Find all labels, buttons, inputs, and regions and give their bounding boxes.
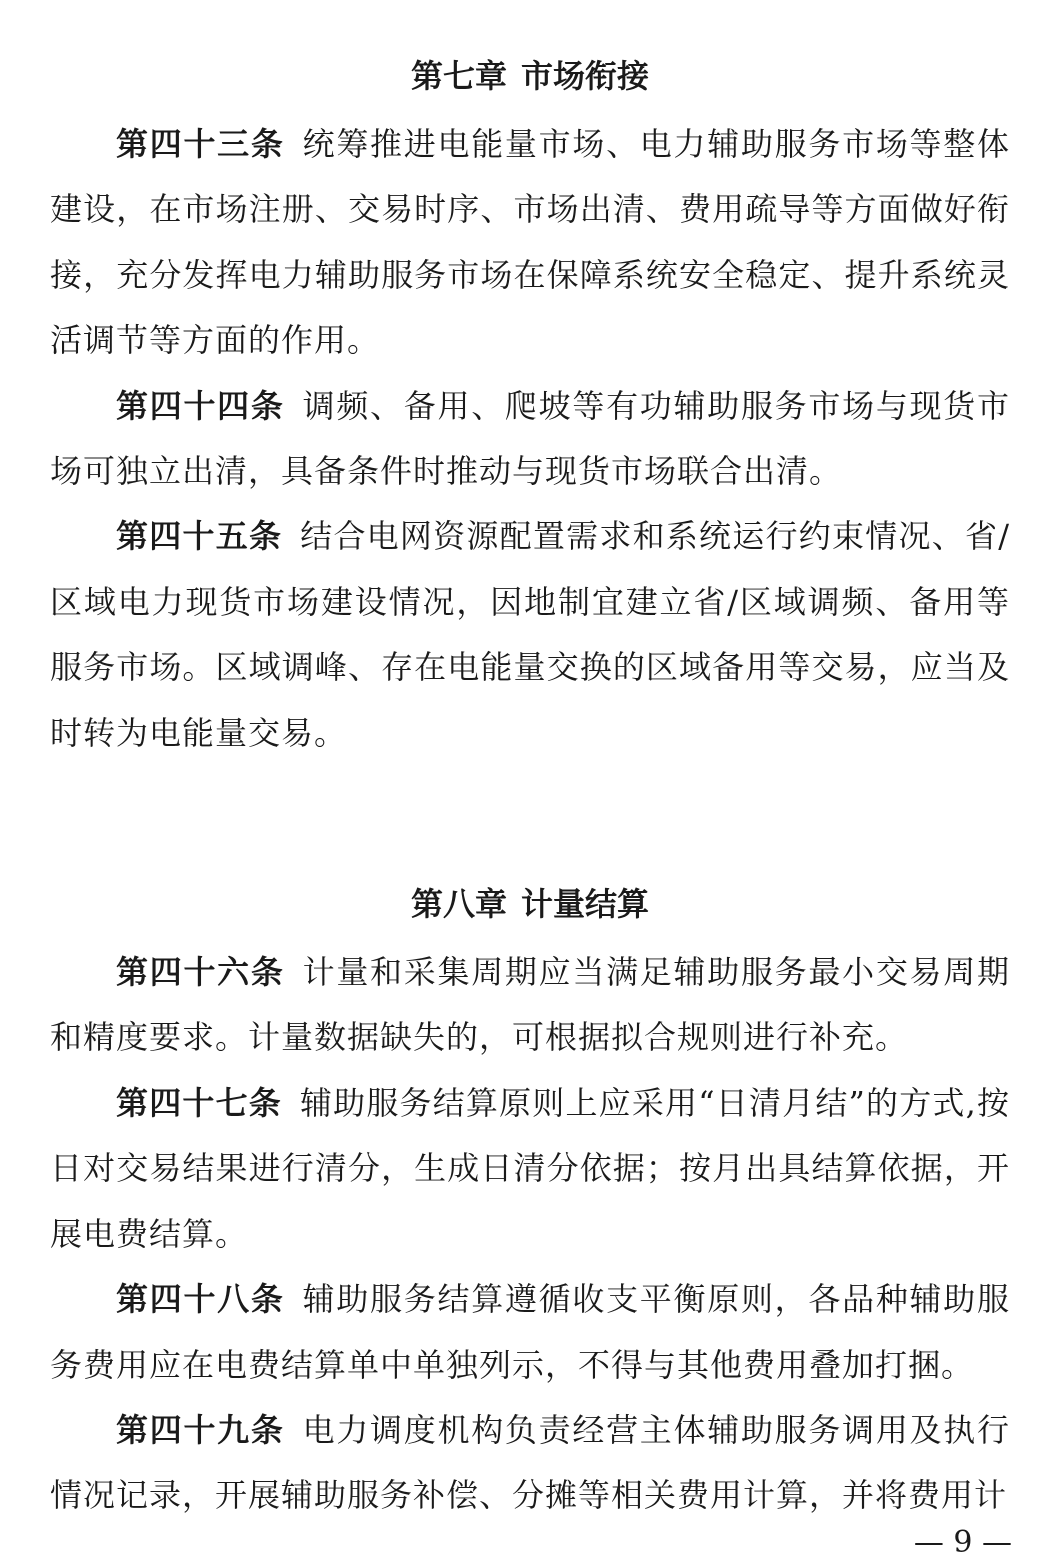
article-text: 辅助服务结算遵循收支平衡原则，各品种辅助服务费用应在电费结算单中单独列示，不得与其他费用叠加打捆。 <box>50 1280 1010 1384</box>
article-paragraph <box>50 504 1010 766</box>
chapter-spacer <box>50 766 1010 868</box>
chapter-number: 第八章 <box>410 885 507 924</box>
article-label: 第四十四条 <box>116 386 285 425</box>
article-text: 调频、备用、爬坡等有功辅助服务市场与现货市场可独立出清，具备条件时推动与现货市场联合出清。 <box>50 386 1010 491</box>
chapter-name: 市场衔接 <box>521 57 650 95</box>
chapter-name: 计量结算 <box>521 885 650 924</box>
page-number: — 9 — <box>913 1525 1012 1560</box>
article-paragraph <box>50 112 1010 374</box>
article-text: 统筹推进电能量市场、电力辅助服务市场等整体建设，在市场注册、交易时序、市场出清、费用疏导等方面做好衔接，充分发挥电力辅助服务市场在保障系统安全稳定、提升系统灵活调节等方面的作用。 <box>50 125 1010 360</box>
article-label: 第四十五条 <box>116 517 283 556</box>
article-text: 电力调度机构负责经营主体辅助服务调用及执行情况记录，开展辅助服务补偿、分摊等相关费用计算，并将费用计 <box>50 1410 1010 1515</box>
article-paragraph <box>50 374 1010 505</box>
chapter-title <box>50 868 1010 940</box>
article-text: 结合电网资源配置需求和系统运行约束情况、省/区域电力现货市场建设情况，因地制宜建立省/区域调频、备用等服务市场。区域调峰、存在电能量交换的区域备用等交易，应当及时转为电能量交易。 <box>50 517 1010 752</box>
article-text: 辅助服务结算原则上应采用“日清月结”的方式,按日对交易结果进行清分，生成日清分依据；按月出具结算依据，开展电费结算。 <box>50 1083 1010 1253</box>
chapter-number: 第七章 <box>410 57 507 95</box>
document-page <box>50 40 1010 1529</box>
article-label: 第四十八条 <box>116 1280 285 1319</box>
chapter-title <box>50 40 1010 112</box>
article-paragraph <box>50 1398 1010 1529</box>
article-paragraph <box>50 1071 1010 1267</box>
article-label: 第四十七条 <box>116 1083 282 1122</box>
article-label: 第四十六条 <box>116 953 285 992</box>
article-paragraph <box>50 1267 1010 1398</box>
article-text: 计量和采集周期应当满足辅助服务最小交易周期和精度要求。计量数据缺失的，可根据拟合规则进行补充。 <box>50 953 1010 1057</box>
article-paragraph <box>50 940 1010 1071</box>
article-label: 第四十三条 <box>116 125 285 163</box>
article-label: 第四十九条 <box>116 1410 285 1449</box>
